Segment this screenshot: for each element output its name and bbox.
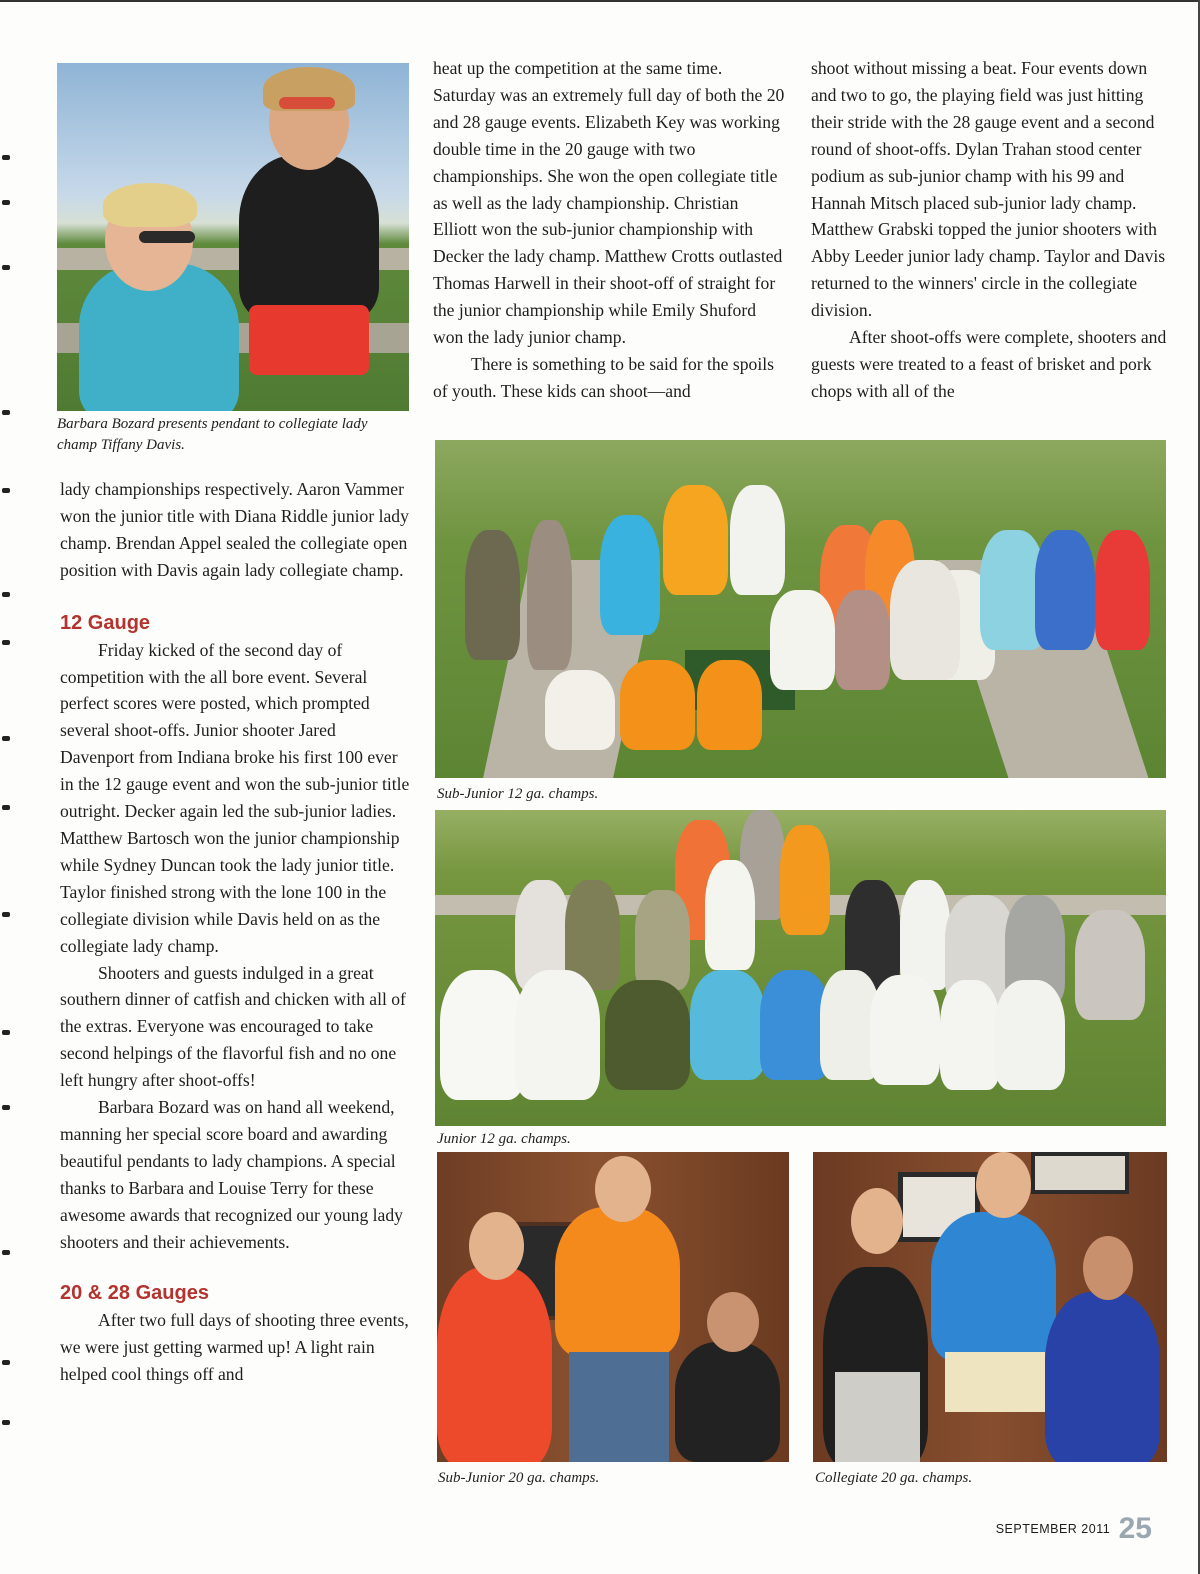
caption-junior-12-gauge: Junior 12 ga. champs. xyxy=(437,1131,571,1147)
caption-collegiate-20-gauge: Collegiate 20 ga. champs. xyxy=(815,1470,973,1486)
column-3-text xyxy=(811,55,1167,405)
top-border xyxy=(0,0,1200,2)
caption-subjunior-12-gauge: Sub-Junior 12 ga. champs. xyxy=(437,786,599,802)
paragraph: After shoot-offs were complete, shooters and guests were treated to a feast of brisket and pork chops with all of the xyxy=(811,327,1167,401)
section-heading-20-28-gauges: 20 & 28 Gauges xyxy=(60,1282,209,1305)
footer-month: SEPTEMBER 2011 xyxy=(995,1522,1111,1536)
paragraph: There is something to be said for the spoils of youth. These kids can shoot—and xyxy=(433,353,774,401)
column-2-text xyxy=(433,55,785,405)
photo-subjunior-12-gauge xyxy=(435,440,1166,778)
paragraph: After two full days of shooting three events, we were just getting warmed up! A light rain helped cool things off and xyxy=(60,1310,409,1385)
paragraph: Friday kicked of the second day of competition with the all bore event. Several perfect scores were posted, which prompted several shoot-offs. Junior shooter Jared Davenport from Indiana broke his first 100 ever in the 12 gauge event and won the sub-junior title outright. Decker again led the sub-junior ladies. Matthew Bartosch won the junior championship while Sydney Duncan took the lady junior title. Taylor finished strong with the lone 100 in the collegiate division while Davis held on as the collegiate lady champ. xyxy=(60,639,410,956)
paragraph: Barbara Bozard was on hand all weekend, manning her special score board and awarding beautiful pendants to lady champions. A special thanks to Barbara and Louise Terry for these awesome awards that recognized our young lady shooters and their achievements. xyxy=(60,1097,403,1252)
photo-subjunior-20-gauge xyxy=(437,1152,789,1462)
paragraph: lady championships respectively. Aaron Vammer won the junior title with Diana Riddle junior lady champ. Brendan Appel sealed the collegiate open position with Davis again lady collegiate champ. xyxy=(60,479,409,580)
page-number: 25 xyxy=(1118,1512,1152,1545)
paragraph: Shooters and guests indulged in a great southern dinner of catfish and chicken with all of the extras. Everyone was encouraged to take second helpings of the flavorful fish and no one left hungry after shoot-offs! xyxy=(60,962,406,1091)
caption-bozard-pendant: Barbara Bozard presents pendant to collegiate lady champ Tiffany Davis. xyxy=(57,416,368,453)
photo-bozard-pendant xyxy=(57,63,409,411)
column-1-text xyxy=(60,476,412,1388)
caption-subjunior-20-gauge: Sub-Junior 20 ga. champs. xyxy=(438,1470,600,1486)
paragraph: shoot without missing a beat. Four events down and two to go, the playing field was just hitting their stride with the 28 gauge event and a second round of shoot-offs. Dylan Trahan stood center podium as sub-junior champ with his 99 and Hannah Mitsch placed sub-junior lady champ. Matthew Grabski topped the junior shooters with Abby Leeder junior lady champ. Taylor and Davis returned to the winners' circle in the collegiate division. xyxy=(811,58,1166,321)
photo-collegiate-20-gauge xyxy=(813,1152,1167,1462)
paragraph: heat up the competition at the same time. Saturday was an extremely full day of both the 20 and 28 gauge events. Elizabeth Key was working double time in the 20 gauge with two championships. She won the open collegiate title as well as the lady championship. Christian Elliott won the sub-junior championship with Decker the lady champ. Matthew Crotts outlasted Thomas Harwell in their shoot-off of straight for the junior championship while Emily Shuford won the lady junior champ. xyxy=(433,58,785,348)
photo-junior-12-gauge xyxy=(435,810,1166,1126)
page-footer xyxy=(996,1512,1152,1546)
section-heading-12-gauge: 12 Gauge xyxy=(60,611,151,634)
